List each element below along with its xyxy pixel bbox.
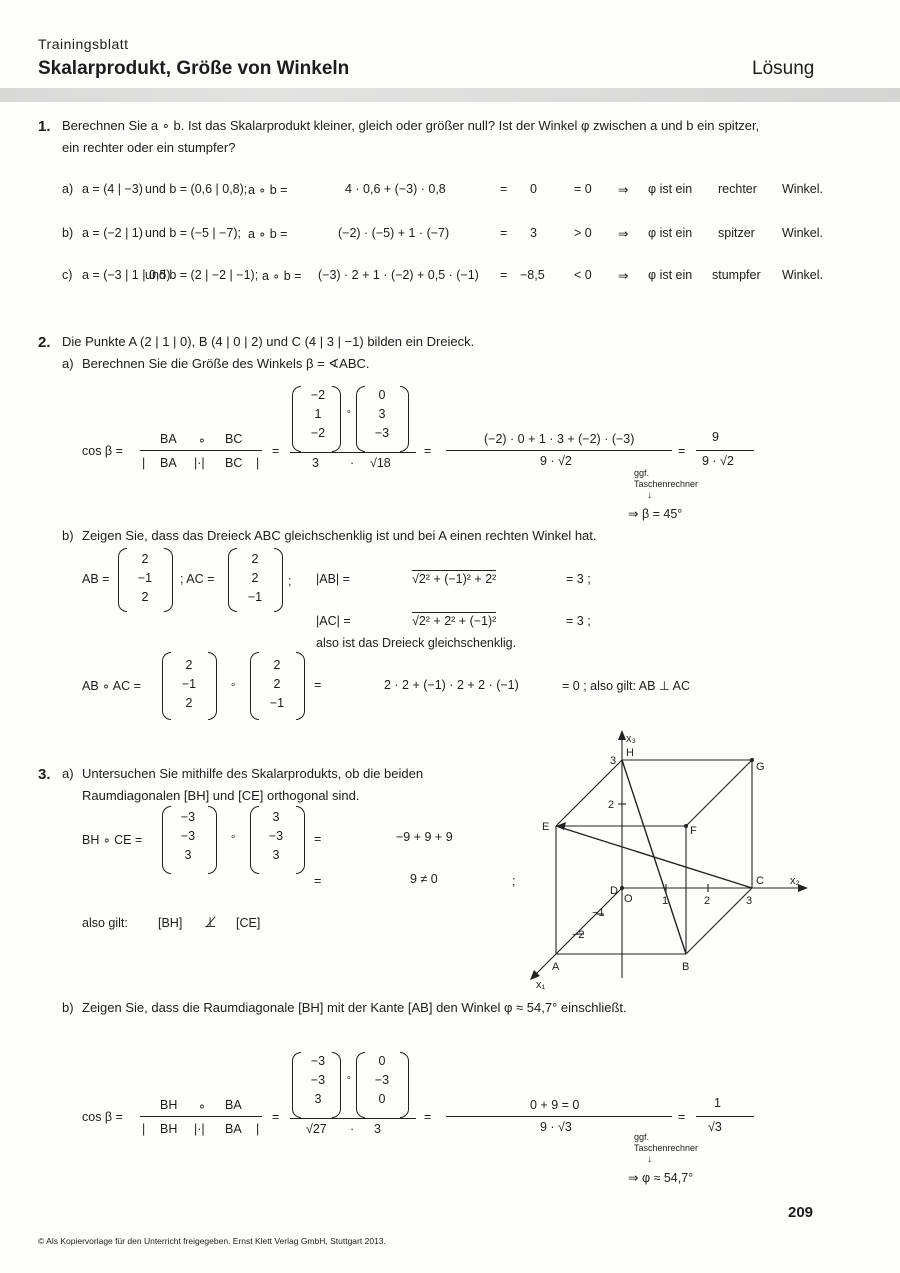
ggf-note: ggf.: [634, 468, 650, 478]
denominator: 3: [312, 456, 319, 470]
dot-ring: ∘: [230, 680, 237, 691]
not-perpendicular-symbol: ⊥̸: [204, 914, 217, 930]
fraction-line: [140, 450, 262, 451]
dot-bh-ce-label: BH ∘ CE =: [82, 833, 143, 847]
vector-component: 0: [378, 1092, 386, 1106]
dot: ·: [350, 1122, 355, 1136]
paren-left: [292, 1052, 301, 1118]
dot-product-label: a ∘ b =: [262, 269, 302, 283]
semicolon: ;: [288, 574, 292, 588]
paren-right: [296, 652, 305, 720]
denominator: 9 · √3: [540, 1120, 572, 1134]
label-D: D: [610, 885, 618, 897]
paren-left: [292, 386, 301, 452]
comparison: = 0: [574, 182, 592, 196]
vector-column: [172, 808, 204, 865]
result: −8,5: [520, 268, 545, 282]
paren-left: [228, 548, 237, 612]
task1-text-line1: Berechnen Sie a ∘ b. Ist das Skalarprodukt kleiner, gleich oder größer null? Ist der Winkel φ zwischen a und b ein spitzer,: [62, 118, 760, 133]
abs-ac-label: |AC| =: [316, 614, 351, 628]
label-x2: x₂: [790, 875, 800, 887]
dot-ring: ∘: [346, 406, 352, 416]
equals: =: [314, 832, 322, 846]
vector-column: [366, 386, 398, 443]
tick-m2-x1: −2: [572, 929, 585, 941]
vector-component: 3: [272, 848, 280, 862]
paren-right: [296, 806, 305, 874]
vector-b: und b = (−5 | −7);: [145, 226, 242, 240]
diagonal-ce-line: [556, 826, 752, 888]
abs-bar: |: [142, 456, 146, 470]
paren-right: [164, 548, 173, 612]
result-phi: ⇒ φ ≈ 54,7°: [628, 1171, 694, 1185]
worksheet-kicker: Trainingsblatt: [38, 36, 129, 52]
vector-bh: BH: [160, 1098, 178, 1112]
vector-component: −2: [310, 388, 326, 402]
equals: =: [678, 444, 686, 458]
calculation: −9 + 9 + 9: [396, 830, 453, 844]
vector-ab-label: AB =: [82, 572, 110, 586]
vector-component: 2: [251, 571, 259, 585]
equals: =: [424, 444, 432, 458]
vector-bh-abs: BH: [160, 1122, 178, 1136]
task3b-label: b): [62, 1000, 74, 1015]
vector-component: −1: [269, 696, 285, 710]
calculation: (−2) · (−5) + 1 · (−7): [338, 226, 450, 240]
equals: =: [314, 874, 322, 888]
page-title: Skalarprodukt, Größe von Winkeln: [38, 58, 350, 79]
abs-ab-value: √2² + (−1)² + 2²: [412, 572, 497, 586]
task2a-text: Berechnen Sie die Größe des Winkels β = ∢ABC.: [82, 356, 370, 371]
tick-2-x2: 2: [704, 895, 711, 907]
numerator: 9: [712, 430, 719, 444]
dot-ring: ∘: [230, 832, 237, 843]
label-H: H: [626, 747, 634, 759]
vector-component: −3: [268, 829, 284, 843]
vector-component: −3: [374, 1073, 390, 1087]
vector-a: a = (4 | −3): [82, 182, 143, 196]
fraction-line: [290, 452, 416, 453]
vector-component: 0: [378, 388, 386, 402]
row-label: b): [62, 226, 74, 240]
vector-component: −3: [180, 810, 196, 824]
label-E: E: [542, 821, 550, 833]
vector-column: [304, 386, 332, 443]
label-x3: x₃: [626, 733, 636, 745]
vector-component: 2: [251, 552, 259, 566]
point-F: [684, 824, 688, 828]
phi-text: φ ist ein: [648, 182, 693, 196]
equals: =: [314, 678, 322, 692]
vector-ba: BA: [160, 432, 177, 446]
vector-column: [240, 550, 270, 607]
comparison: < 0: [574, 268, 592, 282]
equals: =: [272, 444, 280, 458]
tick-m1-x1: −1: [592, 907, 605, 919]
cube-diagram: [520, 728, 810, 990]
vector-component: 3: [314, 1092, 322, 1106]
perpendicular-result: = 0 ; also gilt: AB ⊥ AC: [562, 679, 690, 693]
vector-component: 2: [273, 677, 281, 691]
fraction-line: [696, 450, 754, 451]
equals: =: [424, 1110, 432, 1124]
cos-label: cos β =: [82, 444, 123, 458]
fraction-line: [140, 1116, 262, 1117]
header-band: [0, 88, 900, 102]
vector-b: und b = (0,6 | 0,8);: [145, 182, 248, 196]
paren-right: [208, 806, 217, 874]
task2-intro: Die Punkte A (2 | 1 | 0), B (4 | 0 | 2) und C (4 | 3 | −1) bilden ein Dreieck.: [62, 334, 475, 349]
dot-ring: ∘: [346, 1072, 352, 1082]
comparison: > 0: [574, 226, 592, 240]
x3-arrowhead: [618, 730, 626, 740]
task3a-text1: Untersuchen Sie mithilfe des Skalarprodukts, ob die beiden: [82, 766, 424, 781]
paren-right: [332, 386, 341, 452]
vector-b: und b = (2 | −2 | −1);: [145, 268, 259, 282]
abs-ab-result: = 3 ;: [566, 572, 591, 586]
vector-a: a = (−3 | 1 | 0,5): [82, 268, 171, 282]
denominator: 9 · √2: [540, 454, 572, 468]
vector-component: −3: [310, 1073, 326, 1087]
tick-3-x2: 3: [746, 895, 753, 907]
vector-ba-abs: BA: [225, 1122, 242, 1136]
paren-right: [208, 652, 217, 720]
vector-component: −3: [180, 829, 196, 843]
numerator: 1: [714, 1096, 721, 1110]
paren-right: [400, 386, 409, 452]
dot-product-label: a ∘ b =: [248, 183, 288, 197]
equals: =: [500, 268, 508, 282]
fraction-line: [290, 1118, 416, 1119]
abs-bar: |: [142, 1122, 146, 1136]
task3a-text2: Raumdiagonalen [BH] und [CE] orthogonal sind.: [82, 788, 360, 803]
result: 3: [530, 226, 537, 240]
abs-ab-label: |AB| =: [316, 572, 350, 586]
equals: =: [272, 1110, 280, 1124]
implies-arrow: ⇒: [618, 183, 629, 197]
angle-kind: stumpfer: [712, 268, 761, 282]
paren-left: [162, 806, 171, 874]
result: 0: [530, 182, 537, 196]
dot-calculation: 2 · 2 + (−1) · 2 + 2 · (−1): [384, 678, 519, 692]
vector-component: 0: [378, 1054, 386, 1068]
vector-column: [130, 550, 160, 607]
vector-component: 2: [141, 552, 149, 566]
dot: ·: [350, 456, 355, 470]
semicolon: ;: [512, 874, 516, 888]
abs-ac-result: = 3 ;: [566, 614, 591, 628]
task1-text-line2: ein rechter oder ein stumpfer?: [62, 140, 236, 155]
label-O: O: [624, 893, 633, 905]
vector-column: [260, 808, 292, 865]
paren-left: [356, 1052, 365, 1118]
vector-component: 1: [314, 407, 322, 421]
paren-left: [250, 652, 259, 720]
abs-bars: |·|: [194, 1122, 205, 1136]
task1-number: 1.: [38, 118, 51, 135]
label-G: G: [756, 761, 765, 773]
task3-number: 3.: [38, 766, 51, 783]
isosceles-conclusion: also ist das Dreieck gleichschenklig.: [316, 636, 517, 650]
vector-ba: BA: [225, 1098, 242, 1112]
result-beta: ⇒ β = 45°: [628, 507, 683, 521]
paren-left: [162, 652, 171, 720]
label-C: C: [756, 875, 764, 887]
vector-component: 3: [378, 407, 386, 421]
tick-3-x3: 3: [610, 755, 617, 767]
angle-kind: spitzer: [718, 226, 755, 240]
paren-right: [274, 548, 283, 612]
label-F: F: [690, 825, 697, 837]
dot-product-label: a ∘ b =: [248, 227, 288, 241]
implies-arrow: ⇒: [618, 269, 629, 283]
diagonal-ce: [CE]: [236, 916, 261, 930]
phi-text: φ ist ein: [648, 226, 693, 240]
dot-ring: ∘: [198, 433, 206, 447]
numerator: (−2) · 0 + 1 · 3 + (−2) · (−3): [484, 432, 635, 446]
winkel-text: Winkel.: [782, 226, 823, 240]
label-A: A: [552, 961, 560, 973]
task3b-text: Zeigen Sie, dass die Raumdiagonale [BH] mit der Kante [AB] den Winkel φ ≈ 54,7° einschließt.: [82, 1000, 627, 1015]
fraction-line: [446, 1116, 672, 1117]
vector-component: 2: [141, 590, 149, 604]
paren-right: [400, 1052, 409, 1118]
vector-ac-label: ; AC =: [180, 572, 215, 586]
calculation-result: 9 ≠ 0: [410, 872, 438, 886]
row-label: c): [62, 268, 73, 282]
equals: =: [500, 226, 508, 240]
vector-column: [366, 1052, 398, 1109]
vector-component: −1: [181, 677, 197, 691]
abs-bar: |: [256, 456, 260, 470]
vector-column: [304, 1052, 332, 1109]
calculation: (−3) · 2 + 1 · (−2) + 0,5 · (−1): [318, 268, 479, 282]
denominator: √27: [306, 1122, 327, 1136]
dot-ring: ∘: [198, 1099, 206, 1113]
task2a-label: a): [62, 356, 74, 371]
vector-component: −3: [374, 426, 390, 440]
paren-right: [332, 1052, 341, 1118]
label-x1: x₁: [536, 979, 546, 990]
vector-bc-abs: BC: [225, 456, 243, 470]
abs-bar: |: [256, 1122, 260, 1136]
page-number: 209: [788, 1204, 814, 1221]
fraction-line: [696, 1116, 754, 1117]
vector-component: −1: [137, 571, 153, 585]
paren-left: [356, 386, 365, 452]
denominator: 9 · √2: [702, 454, 734, 468]
winkel-text: Winkel.: [782, 182, 823, 196]
ggf-note: ggf.: [634, 1132, 650, 1142]
vector-component: 2: [185, 658, 193, 672]
calculator-note: Taschenrechner: [634, 1143, 699, 1153]
vector-column: [174, 656, 204, 713]
vector-bc: BC: [225, 432, 243, 446]
down-arrow: ↓: [647, 490, 652, 501]
paren-left: [118, 548, 127, 612]
tick-1-x2: 1: [662, 895, 669, 907]
denominator: 3: [374, 1122, 381, 1136]
cos-label: cos β =: [82, 1110, 123, 1124]
down-arrow: ↓: [647, 1154, 652, 1165]
angle-kind: rechter: [718, 182, 757, 196]
abs-bars: |·|: [194, 456, 205, 470]
label-B: B: [682, 961, 690, 973]
numerator: 0 + 9 = 0: [530, 1098, 580, 1112]
vector-component: 2: [185, 696, 193, 710]
implies-arrow: ⇒: [618, 227, 629, 241]
equals: =: [678, 1110, 686, 1124]
point-G: [750, 758, 754, 762]
fraction-line: [446, 450, 672, 451]
abs-ac-value: √2² + 2² + (−1)²: [412, 614, 497, 628]
paren-left: [250, 806, 259, 874]
diagonal-bh: [BH]: [158, 916, 183, 930]
vector-component: 3: [184, 848, 192, 862]
vector-component: −3: [310, 1054, 326, 1068]
copyright-notice: © Als Kopiervorlage für den Unterricht freigegeben. Ernst Klett Verlag GmbH, Stuttgart 2013.: [38, 1236, 386, 1246]
dot-ab-ac-label: AB ∘ AC =: [82, 679, 141, 693]
vector-component: 3: [272, 810, 280, 824]
vector-component: −2: [310, 426, 326, 440]
vector-component: −1: [247, 590, 263, 604]
vector-column: [262, 656, 292, 713]
vector-component: 2: [273, 658, 281, 672]
task2b-text: Zeigen Sie, dass das Dreieck ABC gleichschenklig ist und bei A einen rechten Winkel hat.: [82, 528, 597, 543]
conclusion-label: also gilt:: [82, 916, 128, 930]
row-label: a): [62, 182, 74, 196]
vector-ba-abs: BA: [160, 456, 177, 470]
calculation: 4 · 0,6 + (−3) · 0,8: [345, 182, 446, 196]
tick-2-x3: 2: [608, 799, 615, 811]
equals: =: [500, 182, 508, 196]
phi-text: φ ist ein: [648, 268, 693, 282]
denominator: √18: [370, 456, 391, 470]
point-D: [620, 886, 624, 890]
task3a-label: a): [62, 766, 74, 781]
task2b-label: b): [62, 528, 74, 543]
vector-a: a = (−2 | 1): [82, 226, 143, 240]
task2-number: 2.: [38, 334, 51, 351]
calculator-note: Taschenrechner: [634, 479, 699, 489]
denominator: √3: [708, 1120, 722, 1134]
solution-label: Lösung: [752, 58, 815, 79]
winkel-text: Winkel.: [782, 268, 823, 282]
